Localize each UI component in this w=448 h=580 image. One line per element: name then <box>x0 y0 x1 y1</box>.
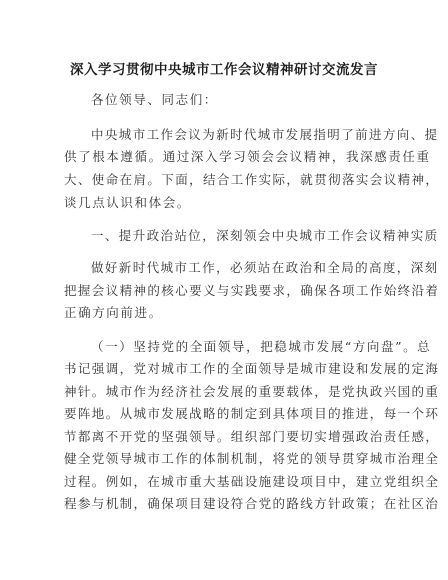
paragraph-line: 正确方向前进。 <box>64 305 163 320</box>
paragraph-line: 把握会议精神的核心要义与实践要求，确保各项工作始终沿着 <box>64 283 440 298</box>
document-title: 深入学习贯彻中央城市工作会议精神研讨交流发言 <box>70 62 378 78</box>
paragraph-line: （一）坚持党的全面领导，把稳城市发展“方向盘”。总 <box>91 339 432 354</box>
greeting: 各位领导、同志们： <box>91 92 218 107</box>
paragraph-line: 程参与机制，确保项目建设符合党的路线方针政策；在社区治 <box>64 496 440 511</box>
paragraph-line: 健全党领导城市工作的体制机制，将党的领导贯穿城市治理全 <box>64 451 440 466</box>
paragraph-line: 大、使命在肩。下面，结合工作实际，就贯彻落实会议精神， <box>64 172 440 187</box>
paragraph-line: 过程。例如，在城市重大基础设施建设项目中，建立党组织全 <box>64 474 440 489</box>
paragraph-line: 节都离不开党的坚强领导。组织部门要切实增强政治责任感， <box>64 429 440 444</box>
paragraph-line: 中央城市工作会议为新时代城市发展指明了前进方向、提 <box>91 127 439 142</box>
paragraph-line: 谈几点认识和体会。 <box>64 195 191 210</box>
section-heading-line: 一、提升政治站位，深刻领会中央城市工作会议精神实质 <box>91 228 439 243</box>
paragraph-line: 要阵地。从城市发展战略的制定到具体项目的推进，每一个环 <box>64 406 440 421</box>
paragraph-line: 书记强调，党对城市工作的全面领导是城市建设和发展的定海 <box>64 361 440 376</box>
paragraph-line: 做好新时代城市工作，必须站在政治和全局的高度，深刻 <box>91 260 439 275</box>
paragraph-line: 神针。城市作为经济社会发展的重要载体，是党执政兴国的重 <box>64 384 440 399</box>
paragraph-line: 供了根本遵循。通过深入学习领会会议精神，我深感责任重 <box>64 149 431 164</box>
